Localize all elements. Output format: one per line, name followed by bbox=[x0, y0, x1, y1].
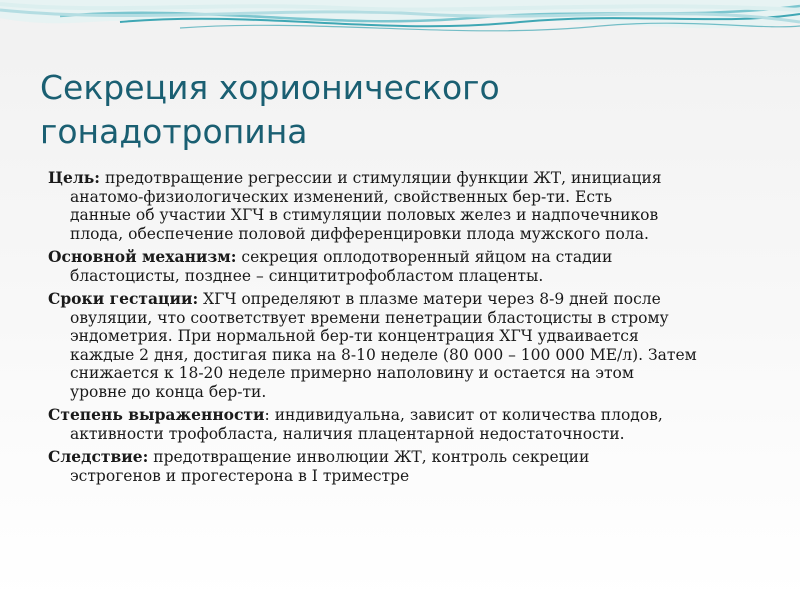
paragraph-mechanism bbox=[48, 248, 768, 285]
paragraph-text: секреция оплодотворенный яйцом на стадии bbox=[236, 248, 613, 266]
paragraph-severity bbox=[48, 406, 768, 443]
paragraph-text: предотвращение инволюции ЖТ, контроль секреции bbox=[148, 448, 590, 466]
paragraph-text: анатомо-физиологических изменений, свойственных бер-ти. Есть bbox=[70, 187, 613, 206]
slide-title bbox=[40, 66, 740, 154]
paragraph-label: Сроки гестации: bbox=[48, 289, 199, 308]
slide-title-line: гонадотропина bbox=[40, 112, 308, 151]
paragraph-text: овуляции, что соответствует времени пенетрации бластоцисты в строму bbox=[70, 308, 669, 327]
slide-title-line: Секреция хорионического bbox=[40, 68, 500, 107]
paragraph-text: каждые 2 дня, достигая пика на 8-10 неделе (80 000 – 100 000 МЕ/л). Затем bbox=[70, 345, 697, 364]
paragraph-goal bbox=[48, 169, 768, 243]
paragraph-text: активности трофобласта, наличия плацентарной недостаточности. bbox=[70, 424, 625, 443]
paragraph-label: Степень выраженности bbox=[48, 405, 265, 424]
paragraph-gestation-terms bbox=[48, 290, 768, 401]
paragraph-text: предотвращение регрессии и стимуляции функции ЖТ, инициация bbox=[100, 169, 662, 187]
paragraph-label: Следствие: bbox=[48, 447, 149, 466]
paragraph-text: ХГЧ определяют в плазме матери через 8-9 дней после bbox=[198, 290, 661, 308]
paragraph-label: Основной механизм: bbox=[48, 247, 237, 266]
header-wave-decoration bbox=[0, 0, 800, 60]
slide-body bbox=[48, 169, 768, 490]
paragraph-text: : индивидуальна, зависит от количества плодов, bbox=[264, 406, 663, 424]
paragraph-text: эстрогенов и прогестерона в I триместре bbox=[70, 466, 410, 485]
paragraph-text: данные об участии ХГЧ в стимуляции половых желез и надпочечников bbox=[70, 206, 659, 224]
paragraph-label: Цель: bbox=[48, 168, 101, 187]
paragraph-text: бластоцисты, позднее – синцититрофобластом плаценты. bbox=[70, 266, 544, 285]
paragraph-text: плода, обеспечение половой дифференцировки плода мужского пола. bbox=[70, 224, 649, 243]
paragraph-text: снижается к 18-20 неделе примерно наполовину и остается на этом bbox=[70, 364, 634, 382]
paragraph-text: эндометрия. При нормальной бер-ти концентрация ХГЧ удваивается bbox=[70, 327, 639, 345]
paragraph-text: уровне до конца бер-ти. bbox=[70, 382, 267, 401]
paragraph-consequence bbox=[48, 448, 768, 485]
